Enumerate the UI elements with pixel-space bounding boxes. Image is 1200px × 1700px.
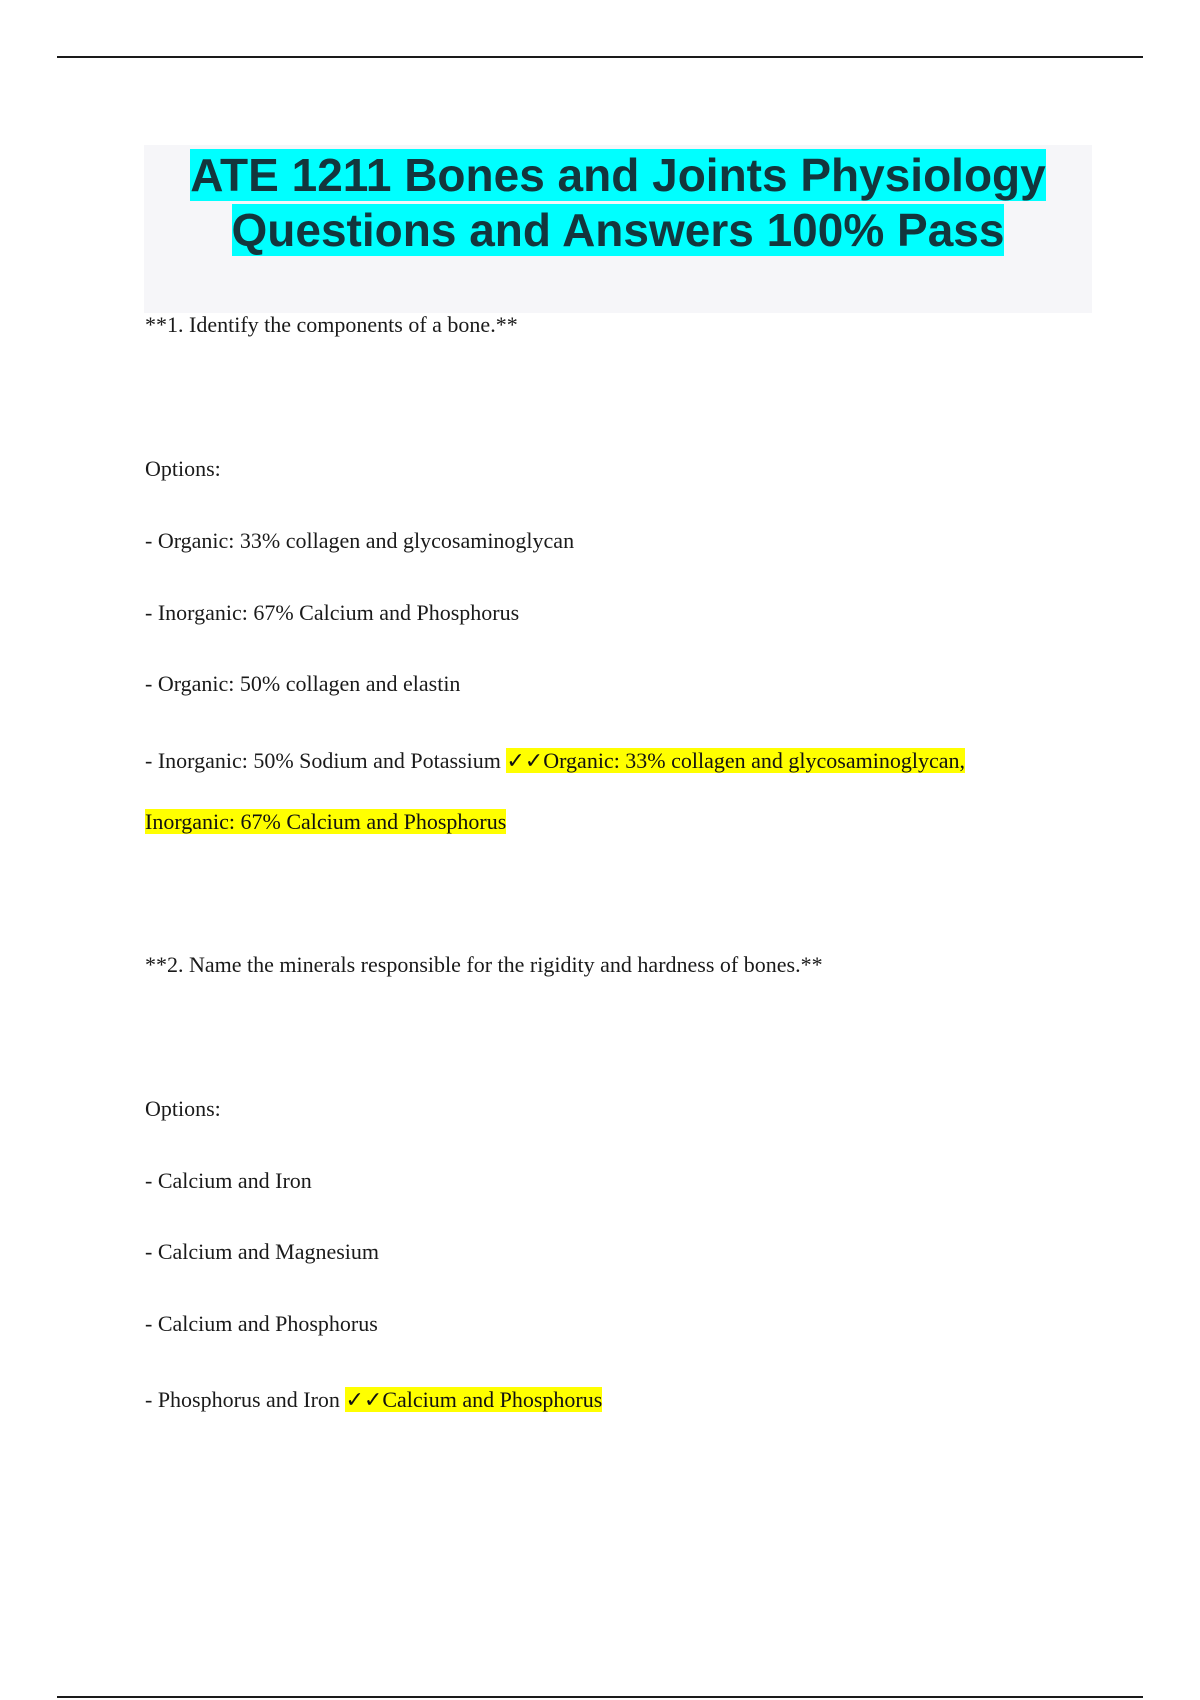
question-1-answer-line-2: Inorganic: 67% Calcium and Phosphorus xyxy=(145,809,507,834)
question-2-option-4-row xyxy=(145,1386,602,1414)
question-2-answer-highlight xyxy=(345,1387,602,1412)
question-1-answer-highlight xyxy=(506,748,965,773)
question-1-prompt: **1. Identify the components of a bone.** xyxy=(145,312,518,337)
question-1-options-label: Options: xyxy=(145,456,221,481)
question-1-option-3: - Organic: 50% collagen and elastin xyxy=(145,671,461,696)
title-banner xyxy=(144,145,1092,313)
top-rule xyxy=(57,56,1143,58)
question-2-answer-line-1: Calcium and Phosphorus xyxy=(382,1387,603,1412)
question-1-answer-line-1: Organic: 33% collagen and glycosaminoglycan, xyxy=(543,748,965,773)
question-2-options-label: Options: xyxy=(145,1096,221,1121)
question-1-option-2: - Inorganic: 67% Calcium and Phosphorus xyxy=(145,600,520,625)
question-1-answer-row-2 xyxy=(145,808,506,836)
check-mark-icon: ✓✓ xyxy=(506,748,544,773)
document-title xyxy=(144,148,1092,258)
question-2-prompt: **2. Name the minerals responsible for the rigidity and hardness of bones.** xyxy=(145,952,823,977)
question-2-option-4: - Phosphorus and Iron xyxy=(145,1387,340,1412)
title-line-2: Questions and Answers 100% Pass xyxy=(231,204,1005,256)
question-1-option-1: - Organic: 33% collagen and glycosaminoglycan xyxy=(145,528,575,553)
question-1-option-4: - Inorganic: 50% Sodium and Potassium xyxy=(145,748,501,773)
question-1-option-4-row xyxy=(145,747,965,775)
check-mark-icon: ✓✓ xyxy=(345,1387,383,1412)
bottom-rule xyxy=(57,1696,1143,1698)
question-2-option-1: - Calcium and Iron xyxy=(145,1168,312,1193)
question-2-option-3: - Calcium and Phosphorus xyxy=(145,1311,378,1336)
title-line-1: ATE 1211 Bones and Joints Physiology xyxy=(190,149,1046,201)
question-2-option-2: - Calcium and Magnesium xyxy=(145,1239,380,1264)
